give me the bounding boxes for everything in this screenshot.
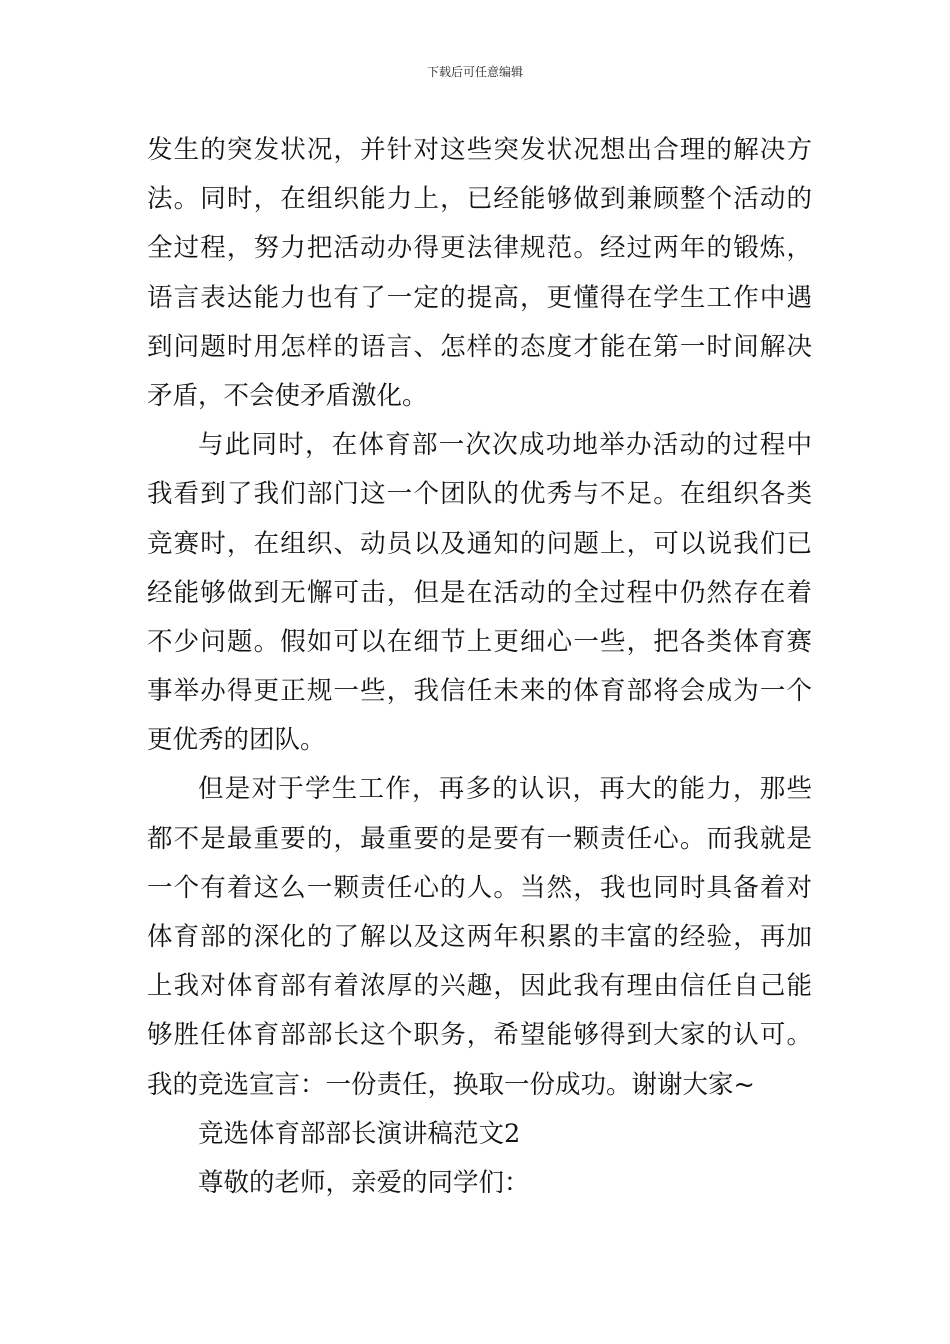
text-line: 我看到了我们部门这一个团队的优秀与不足。在组织各类 — [147, 479, 812, 510]
text-line: 上我对体育部有着浓厚的兴趣，因此我有理由信任自己能 — [147, 971, 812, 1002]
section-title — [147, 1110, 812, 1159]
section-heading: 竞选体育部部长演讲稿范文2 — [198, 1118, 521, 1149]
text-line: 事举办得更正规一些，我信任未来的体育部将会成为一个 — [147, 676, 812, 707]
salutation-line: 尊敬的老师，亲爱的同学们： — [198, 1167, 530, 1198]
text-line: 但是对于学生工作，再多的认识，再大的能力，那些 — [198, 774, 812, 805]
salutation — [147, 1159, 812, 1208]
text-line: 我的竞选宣言：一份责任，换取一份成功。谢谢大家~ — [147, 1069, 755, 1100]
text-line: 到问题时用怎样的语言、怎样的态度才能在第一时间解决 — [147, 331, 812, 362]
paragraph-3 — [147, 765, 812, 1109]
text-line: 语言表达能力也有了一定的提高，更懂得在学生工作中遇 — [147, 282, 812, 313]
text-line: 都不是最重要的，最重要的是要有一颗责任心。而我就是 — [147, 823, 812, 854]
text-line: 够胜任体育部部长这个职务，希望能够得到大家的认可。 — [147, 1020, 812, 1051]
text-line: 更优秀的团队。 — [147, 725, 326, 756]
text-line: 竞赛时，在组织、动员以及通知的问题上，可以说我们已 — [147, 528, 812, 559]
text-line: 经能够做到无懈可击，但是在活动的全过程中仍然存在着 — [147, 577, 812, 608]
document-body — [147, 126, 812, 1208]
text-line: 一个有着这么一颗责任心的人。当然，我也同时具备着对 — [147, 872, 812, 903]
text-line: 发生的突发状况，并针对这些突发状况想出合理的解决方 — [147, 135, 812, 165]
page-header: 下载后可任意编辑 — [426, 65, 523, 79]
text-line: 体育部的深化的了解以及这两年积累的丰富的经验，再加 — [147, 922, 812, 952]
text-line: 与此同时，在体育部一次次成功地举办活动的过程中 — [198, 430, 812, 461]
text-line: 法。同时，在组织能力上，已经能够做到兼顾整个活动的 — [147, 184, 812, 215]
text-line: 不少问题。假如可以在细节上更细心一些，把各类体育赛 — [147, 626, 812, 657]
paragraph-1 — [147, 126, 812, 421]
paragraph-2 — [147, 421, 812, 765]
text-line: 矛盾，不会使矛盾激化。 — [147, 380, 428, 411]
text-line: 全过程，努力把活动办得更法律规范。经过两年的锻炼， — [147, 233, 812, 264]
